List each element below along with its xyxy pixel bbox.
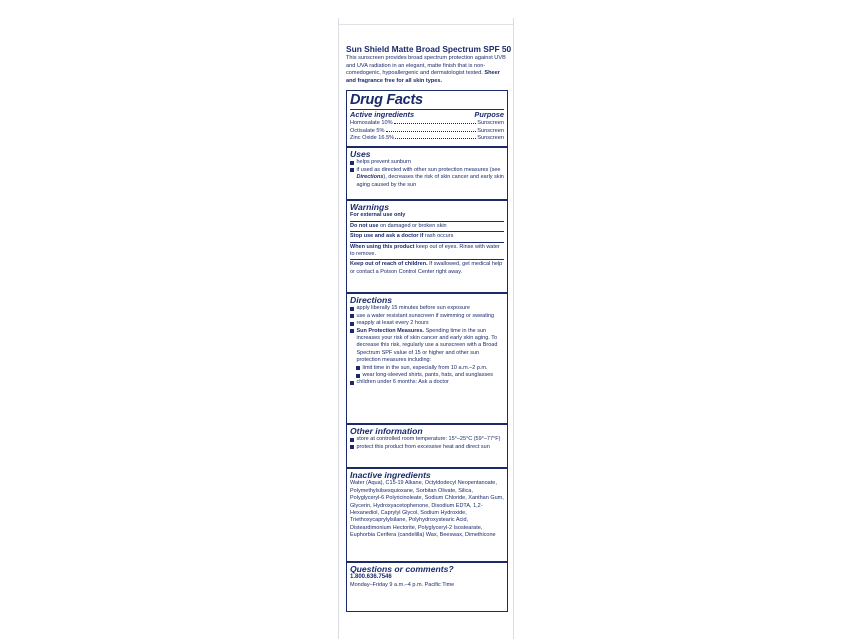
- drug-facts-panel: [346, 90, 508, 612]
- purpose-heading: Purpose: [474, 110, 504, 120]
- warnings-section: [347, 199, 507, 292]
- active-name: Zinc Oxide 16.5%: [350, 135, 395, 142]
- inactive-ingredients-heading: Inactive ingredients: [350, 470, 431, 481]
- other-item: store at controlled room temperature: 15°–25°C (59°–77°F): [350, 436, 504, 443]
- warning-keep-out: Keep out of reach of children. If swallowed, get medical help or contact a Poison Control Center right away.: [350, 261, 503, 275]
- warning-stop-use: Stop use and ask a doctor if rash occurs: [350, 233, 454, 240]
- uses-section: [347, 146, 507, 199]
- description-bold: Sheer and fragrance free for all skin types.: [346, 70, 500, 84]
- product-title: Sun Shield Matte Broad Spectrum SPF 50: [346, 44, 512, 54]
- directions-subitem: limit time in the sun, especially from 10 a.m.–2 p.m.: [350, 365, 504, 372]
- active-purpose: Sunscreen: [477, 127, 504, 134]
- active-name: Octisalate 5%: [350, 127, 385, 134]
- active-row: [350, 135, 504, 143]
- directions-item: Sun Protection Measures. Spending time in the sun increases your risk of skin cancer and early skin aging. To decrease this risk, regularly use a sunscreen with a Broad Spectrum SPF value of 15 or higher and other sun protection measures including:: [350, 328, 504, 365]
- phone-number: 1.800.636.7546: [350, 574, 392, 581]
- directions-heading: Directions: [350, 295, 393, 306]
- inactive-ingredients-list: Water (Aqua), C15-19 Alkane, Octyldodecyl Neopentanoate, Polymethylsilsesquioxane, Sorbitan Olivate, Silica, Polyglyceryl-6 Polyricinoleate, Sodium Chloride, Xanthan Gum, Glycerin, Hydroxyacetophenone, Disodium EDTA, 1,2-Hexanediol, Caprylyl Glycol, Sodium Hydroxide, Triethoxycaprylylsilane, Polyhydroxystearic Acid, Disteardimonium Hectorite, Polyglyceryl-2 Isostearate, Euphorbia Cerifera (candelilla) Wax, Beeswax, Dimethicone: [350, 480, 504, 539]
- other-item: protect this product from excessive heat and direct sun: [350, 444, 504, 451]
- active-purpose: Sunscreen: [477, 119, 504, 126]
- warning-do-not-use: Do not use on damaged or broken skin: [350, 222, 447, 229]
- uses-heading: Uses: [350, 149, 371, 160]
- description-text: This sunscreen provides broad spectrum protection against UVB and UVA radiation in an elegant, matte finish that is non-comedogenic, hypoallergenic and dermatologist tested.: [346, 55, 506, 77]
- box-top-edge: [339, 24, 513, 25]
- active-name: Homosalate 10%: [350, 119, 393, 126]
- inactive-ingredients-section: [347, 467, 507, 561]
- contact-hours: Monday–Friday 9 a.m.–4 p.m. Pacific Time: [350, 581, 455, 588]
- actives-header-row: [350, 109, 504, 120]
- directions-section: [347, 292, 507, 423]
- uses-item: if used as directed with other sun protection measures (see Directions), decreases the risk of skin cancer and early skin aging caused by the sun: [350, 167, 504, 189]
- directions-subitem: wear long-sleeved shirts, pants, hats, and sunglasses: [350, 372, 504, 379]
- label-content: [346, 44, 512, 612]
- active-ingredients-section: [347, 91, 507, 146]
- active-row: [350, 128, 504, 136]
- warning-external: For external use only: [350, 212, 406, 219]
- warning-when-using: When using this product keep out of eyes. Rinse with water to remove.: [350, 243, 500, 257]
- directions-item: reapply at least every 2 hours: [350, 320, 504, 327]
- warnings-heading: Warnings: [350, 202, 389, 213]
- product-description: [346, 55, 508, 85]
- questions-section: [347, 561, 507, 607]
- uses-item: helps prevent sunburn: [350, 159, 504, 166]
- other-information-section: [347, 423, 507, 467]
- other-information-heading: Other information: [350, 426, 423, 437]
- active-ingredients-heading: Active ingredients: [350, 110, 415, 120]
- active-row: [350, 120, 504, 128]
- directions-item: children under 6 months: Ask a doctor: [350, 379, 504, 386]
- directions-item: use a water resistant sunscreen if swimming or sweating: [350, 313, 504, 320]
- questions-heading: Questions or comments?: [350, 564, 454, 575]
- active-purpose: Sunscreen: [477, 135, 504, 142]
- directions-item: apply liberally 15 minutes before sun exposure: [350, 305, 504, 312]
- drug-facts-title: Drug Facts: [350, 92, 423, 109]
